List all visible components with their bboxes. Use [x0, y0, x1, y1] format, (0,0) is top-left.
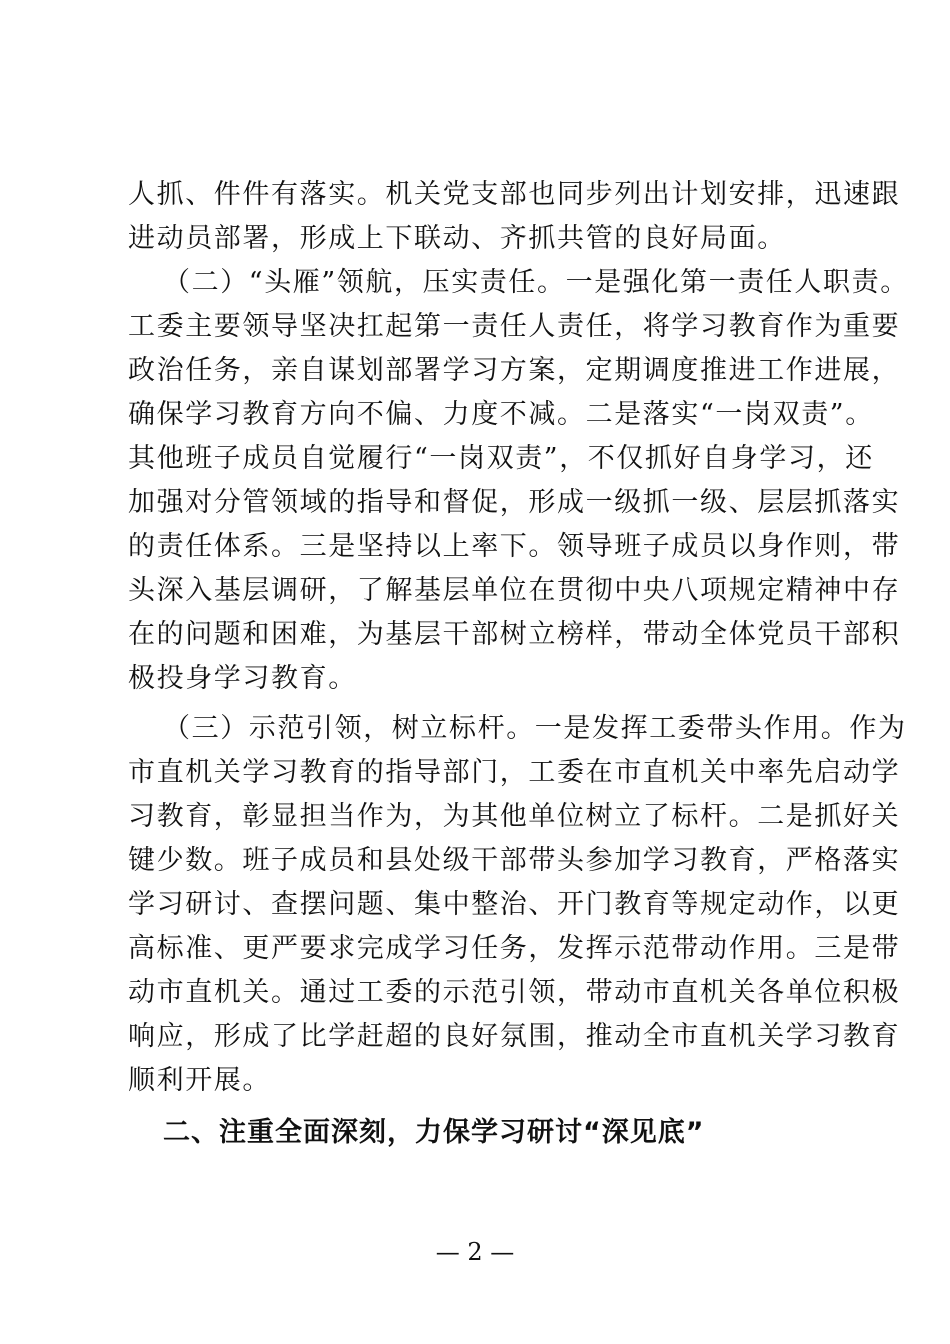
paragraph-3-line-3: 习教育，彰显担当作为，为其他单位树立了标杆。二是抓好关 [128, 801, 901, 832]
paragraph-2-line-10: 极投身学习教育。 [128, 663, 357, 694]
paragraph-2-line-9: 在的问题和困难，为基层干部树立榜样，带动全体党员干部积 [128, 619, 901, 650]
paragraph-3-line-9: 顺利开展。 [128, 1065, 271, 1096]
paragraph-2-line-1: （二）“头雁”领航，压实责任。一是强化第一责任人职责。 [163, 267, 909, 298]
paragraph-3-line-1: （三）示范引领，树立标杆。一是发挥工委带头作用。作为 [163, 713, 907, 744]
paragraph-2-line-8: 头深入基层调研，了解基层单位在贯彻中央八项规定精神中存 [128, 575, 901, 606]
page-number: — 2 — [435, 1238, 515, 1266]
paragraph-2-line-6: 加强对分管领域的指导和督促，形成一级抓一级、层层抓落实 [128, 487, 901, 518]
paragraph-3-line-4: 键少数。班子成员和县处级干部带头参加学习教育，严格落实 [128, 845, 901, 876]
paragraph-3-line-6: 高标准、更严要求完成学习任务，发挥示范带动作用。三是带 [128, 933, 901, 964]
paragraph-3-line-8: 响应，形成了比学赶超的良好氛围，推动全市直机关学习教育 [128, 1021, 901, 1052]
paragraph-2-line-5: 其他班子成员自觉履行“一岗双责”，不仅抓好自身学习，还 [128, 443, 874, 474]
paragraph-3-line-2: 市直机关学习教育的指导部门，工委在市直机关中率先启动学 [128, 757, 901, 788]
paragraph-1-line-1: 人抓、件件有落实。机关党支部也同步列出计划安排，迅速跟 [128, 179, 901, 210]
paragraph-3-line-5: 学习研讨、查摆问题、集中整治、开门教育等规定动作，以更 [128, 889, 901, 920]
section-heading: 二、注重全面深刻，力保学习研讨“深见底” [163, 1117, 705, 1148]
paragraph-1-line-2: 进动员部署，形成上下联动、齐抓共管的良好局面。 [128, 223, 786, 254]
paragraph-2-line-7: 的责任体系。三是坚持以上率下。领导班子成员以身作则，带 [128, 531, 901, 562]
paragraph-3-line-7: 动市直机关。通过工委的示范引领，带动市直机关各单位积极 [128, 977, 901, 1008]
paragraph-2-line-4: 确保学习教育方向不偏、力度不减。二是落实“一岗双责”。 [128, 399, 874, 430]
paragraph-2-line-3: 政治任务，亲自谋划部署学习方案，定期调度推进工作进展， [128, 355, 901, 386]
paragraph-2-line-2: 工委主要领导坚决扛起第一责任人责任，将学习教育作为重要 [128, 311, 901, 342]
